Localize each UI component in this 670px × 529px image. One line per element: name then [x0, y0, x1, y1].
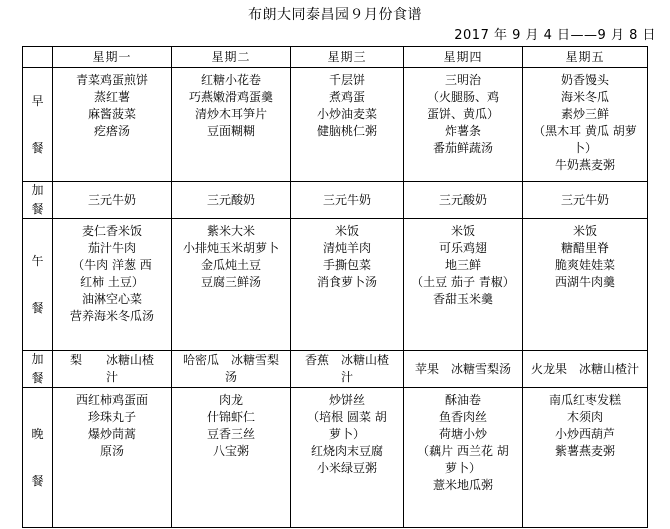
dish-item: 巧燕嫩滑鸡蛋羹	[188, 90, 273, 104]
dish-item: 素炒三鲜	[560, 107, 609, 121]
dish-item: 可乐鸡翅	[438, 241, 487, 255]
meal-label	[23, 182, 53, 219]
dish-item: 珍珠丸子	[87, 410, 136, 424]
dish-item: 红柿 土豆）	[80, 275, 144, 289]
meal-label-char: 加	[31, 352, 44, 366]
dish-item: 卜）	[572, 141, 597, 155]
dish-item: 海米冬瓜	[560, 90, 609, 104]
menu-cell	[523, 351, 648, 388]
menu-cell	[404, 351, 523, 388]
meal-label-char: 餐	[31, 371, 44, 385]
dish-item: 青菜鸡蛋煎饼	[75, 73, 148, 87]
dish-item: 米饭	[334, 224, 359, 238]
menu-cell	[53, 68, 172, 182]
dish-item: 豆面糊糊	[206, 124, 255, 138]
dish-item: 西湖牛肉羹	[554, 275, 615, 289]
menu-cell	[172, 68, 291, 182]
dish-item: 红烧肉末豆腐	[310, 444, 383, 458]
menu-cell: 三元酸奶	[172, 182, 291, 219]
menu-cell	[291, 351, 404, 388]
dish-item: 消食萝卜汤	[316, 275, 377, 289]
dish-item: 汤	[224, 370, 237, 384]
day-header: 星期三	[291, 47, 404, 68]
dish-item: 萝卜）	[328, 427, 365, 441]
menu-cell	[291, 219, 404, 351]
menu-cell	[172, 219, 291, 351]
dish-item: 小排炖玉米胡萝卜	[182, 241, 279, 255]
dish-item: 紫薯燕麦粥	[554, 444, 615, 458]
dish-item: 红糖小花卷	[200, 73, 261, 87]
day-header: 星期二	[172, 47, 291, 68]
menu-cell	[53, 388, 172, 528]
dish-item: 哈密瓜 冰糖雪梨	[182, 353, 279, 367]
dish-item: 梨 冰糖山楂	[69, 353, 154, 367]
header-row	[23, 47, 648, 68]
corner-cell	[23, 47, 53, 68]
menu-cell	[172, 388, 291, 528]
dish-item: 香甜玉米羹	[432, 292, 493, 306]
meal-label-char: 加	[31, 183, 44, 197]
dish-item: 南瓜红枣发糕	[548, 393, 621, 407]
meal-row-snack2	[23, 351, 648, 388]
menu-cell	[172, 351, 291, 388]
menu-cell	[523, 219, 648, 351]
dish-item: 奶香馒头	[560, 73, 609, 87]
day-header: 星期四	[404, 47, 523, 68]
dish-item: 煮鸡蛋	[328, 90, 365, 104]
menu-cell	[291, 388, 404, 528]
meal-label	[23, 388, 53, 528]
dish-item: 酥油卷	[444, 393, 481, 407]
dish-item: 火龙果 冰糖山楂汁	[530, 361, 639, 376]
dish-item: 汁	[105, 370, 118, 384]
menu-cell	[523, 68, 648, 182]
menu-cell	[404, 388, 523, 528]
dish-item: 八宝粥	[212, 444, 249, 458]
dish-item: 豆香三丝	[206, 427, 255, 441]
dish-item: 香蕉 冰糖山楂	[304, 353, 389, 367]
menu-cell: 三元牛奶	[291, 182, 404, 219]
meal-label-char: 晚	[31, 426, 44, 441]
menu-cell: 三元牛奶	[53, 182, 172, 219]
meal-label	[23, 351, 53, 388]
page-title: 布朗大同泰昌园９月份食谱	[248, 7, 422, 23]
dish-item: 千层饼	[328, 73, 365, 87]
dish-item: 原汤	[99, 444, 124, 458]
meal-label-char: 餐	[31, 140, 44, 155]
dish-item: 荷塘小炒	[438, 427, 487, 441]
meal-row-dinner	[23, 388, 648, 528]
dish-item: 牛奶燕麦粥	[554, 158, 615, 172]
dish-item: 手撕包菜	[322, 258, 371, 272]
dish-item: 木须肉	[566, 410, 603, 424]
dish-item: 炸薯条	[444, 124, 481, 138]
dish-item: （藕片 西兰花 胡	[417, 444, 509, 458]
dish-item: 汁	[340, 370, 353, 384]
menu-cell	[404, 219, 523, 351]
dish-item: 蛋饼、黄瓜）	[426, 107, 499, 121]
dish-item: 疙瘩汤	[93, 124, 130, 138]
dish-item: 炒饼丝	[328, 393, 365, 407]
dish-item: 三明治	[444, 73, 481, 87]
meal-label	[23, 68, 53, 182]
dish-item: 什锦虾仁	[206, 410, 255, 424]
dish-item: 鱼香肉丝	[438, 410, 487, 424]
menu-cell	[53, 351, 172, 388]
meal-label-char: 餐	[31, 300, 44, 315]
meal-label	[23, 219, 53, 351]
dish-item: 健脑桃仁粥	[316, 124, 377, 138]
dish-item: 紫米大米	[206, 224, 255, 238]
dish-item: 茄汁牛肉	[87, 241, 136, 255]
dish-item: 番茄鲜蔬汤	[432, 141, 493, 155]
meal-label-char: 餐	[31, 473, 44, 488]
dish-item: 糖醋里脊	[560, 241, 609, 255]
day-header: 星期五	[523, 47, 648, 68]
dish-item: 小米绿豆粥	[316, 461, 377, 475]
dish-item: （培根 圆菜 胡	[307, 410, 387, 424]
dish-item: 营养海米冬瓜汤	[69, 309, 154, 323]
meal-row-snack1	[23, 182, 648, 219]
dish-item: 米饭	[572, 224, 597, 238]
menu-cell: 三元酸奶	[404, 182, 523, 219]
dish-item: （土豆 茄子 青椒）	[411, 275, 515, 289]
menu-table	[22, 46, 648, 528]
dish-item: 爆炒茼蒿	[87, 427, 136, 441]
dish-item: 清炒木耳笋片	[194, 107, 267, 121]
meal-label-char: 餐	[31, 202, 44, 216]
dish-item: 清炖羊肉	[322, 241, 371, 255]
menu-cell	[291, 68, 404, 182]
dish-item: 小炒西葫芦	[554, 427, 615, 441]
dish-item: 米饭	[450, 224, 475, 238]
dish-item: 苹果 冰糖雪梨汤	[414, 361, 511, 376]
dish-item: （火腿肠、鸡	[426, 90, 499, 104]
dish-item: 地三鲜	[444, 258, 481, 272]
dish-item: 麻酱菠菜	[87, 107, 136, 121]
dish-item: 萝卜）	[444, 461, 481, 475]
dish-item: 金瓜炖土豆	[200, 258, 261, 272]
dish-item: （黑木耳 黄瓜 胡萝	[533, 124, 637, 138]
date-range: 2017 年 9 月 4 日——9 月 8 日	[454, 28, 656, 43]
meal-row-breakfast	[23, 68, 648, 182]
menu-cell: 三元牛奶	[523, 182, 648, 219]
menu-cell	[404, 68, 523, 182]
dish-item: 豆腐三鲜汤	[200, 275, 261, 289]
dish-item: 小炒油麦菜	[316, 107, 377, 121]
day-header: 星期一	[53, 47, 172, 68]
menu-cell	[53, 219, 172, 351]
dish-item: 薏米地瓜粥	[432, 478, 493, 492]
meal-label-char: 早	[31, 93, 44, 108]
meal-row-lunch	[23, 219, 648, 351]
dish-item: 麦仁香米饭	[81, 224, 142, 238]
dish-item: 油淋空心菜	[81, 292, 142, 306]
dish-item: 西红柿鸡蛋面	[75, 393, 148, 407]
meal-label-char: 午	[31, 253, 44, 268]
dish-item: 脆爽娃娃菜	[554, 258, 615, 272]
dish-item: 肉龙	[218, 393, 243, 407]
menu-cell	[523, 388, 648, 528]
dish-item: 蒸红薯	[93, 90, 130, 104]
dish-item: （牛肉 洋葱 西	[72, 258, 152, 272]
